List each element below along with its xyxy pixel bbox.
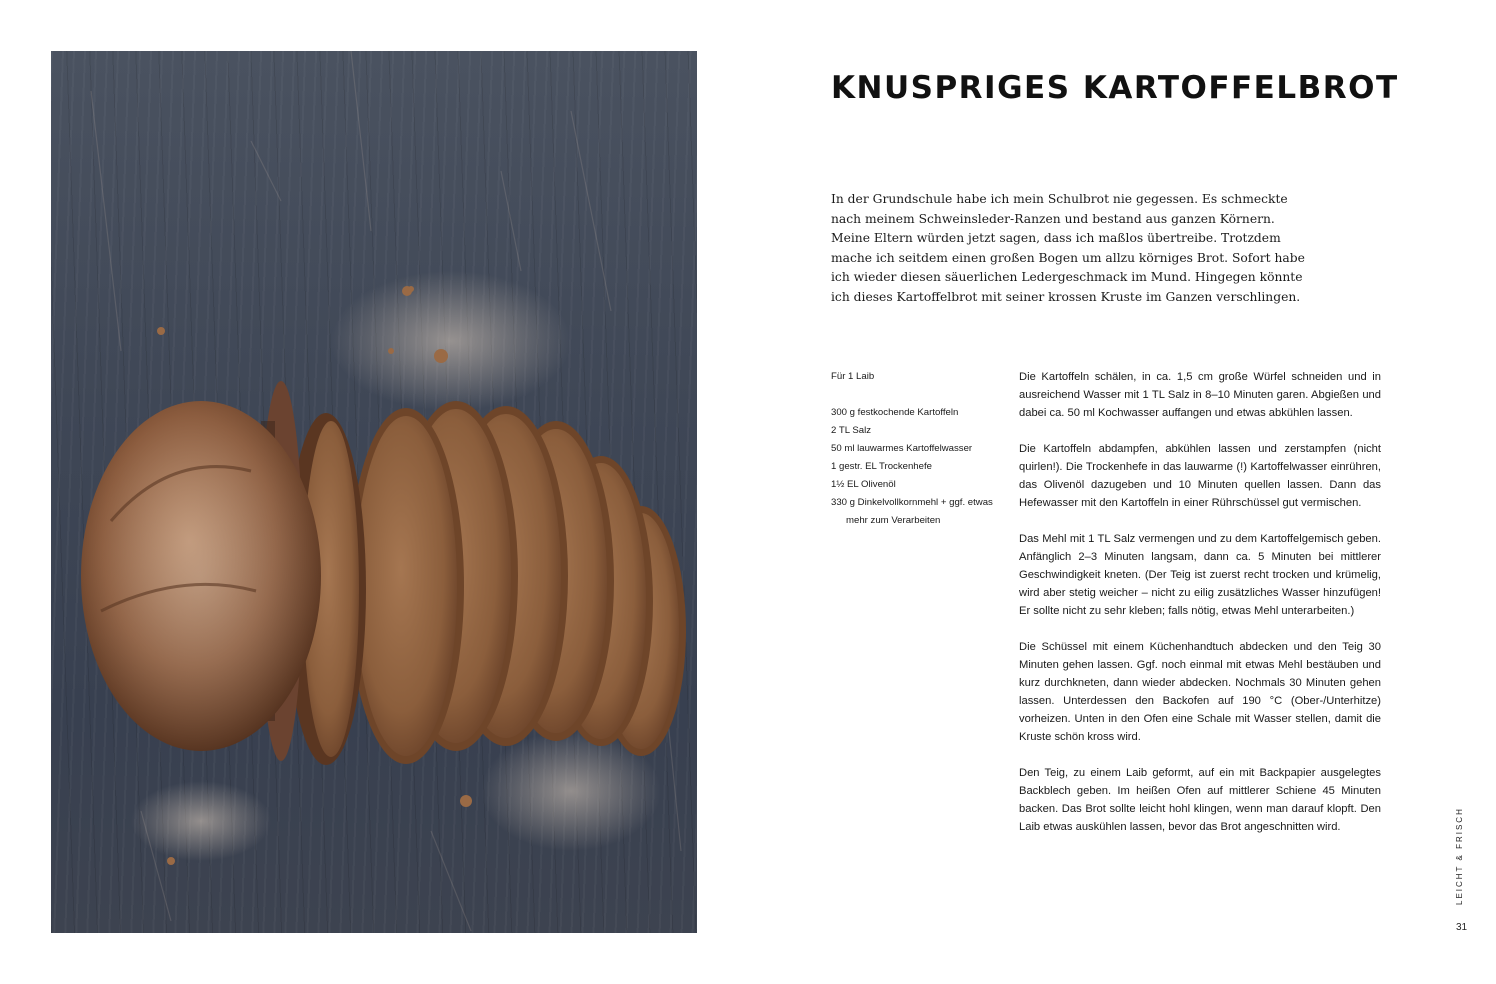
step-paragraph: Die Schüssel mit einem Küchenhandtuch abdecken und den Teig 30 Minuten gehen lassen. Ggf. noch einmal mit etwas Mehl bestäuben und kurz durchkneten, dann wieder abdecken. Nochmals 30 Minuten gehen lassen. Unterdessen den Backofen auf 190 °C (Ober-/Unterhitze) vorheizen. Unten in den Ofen eine Schale mit Wasser stellen, damit die Kruste schön kross wird. bbox=[1019, 641, 1381, 743]
ingredient-item: 1½ EL Olivenöl bbox=[831, 479, 896, 490]
step-paragraph: Das Mehl mit 1 TL Salz vermengen und zu dem Kartoffelgemisch geben. Anfänglich 2–3 Minuten langsam, dann ca. 5 Minuten bei mittlerer Geschwindigkeit kneten. (Der Teig ist zuerst recht trocken und krümelig, wird aber stetig weicher – nicht zu eilig zusätzliches Wasser hinzufügen! Er sollte nicht zu sehr kleben; falls nötig, etwas Mehl unterarbeiten.) bbox=[1019, 533, 1381, 617]
yield-label: Für 1 Laib bbox=[831, 371, 875, 382]
preparation-steps bbox=[1019, 368, 1381, 854]
recipe-title: KNUSPRIGES KARTOFFELBROT bbox=[831, 70, 1399, 106]
ingredients-list bbox=[831, 368, 1001, 530]
step-paragraph: Die Kartoffeln abdampfen, abkühlen lassen und zerstampfen (nicht quirlen!). Die Trockenhefe in das lauwarme (!) Kartoffelwasser einrühren, das Olivenöl dazugeben und 10 Minuten quellen lassen. Dann das Hefewasser mit den Kartoffeln in einer Rührschüssel gut vermischen. bbox=[1019, 443, 1381, 509]
ingredient-item: 300 g festkochende Kartoffeln bbox=[831, 407, 959, 418]
ingredient-item: 50 ml lauwarmes Kartoffelwasser bbox=[831, 443, 973, 454]
ingredient-item: 330 g Dinkelvollkornmehl + ggf. etwas mehr zum Verarbeiten bbox=[831, 497, 993, 526]
chapter-label: LEICHT & FRISCH bbox=[1455, 807, 1464, 905]
ingredient-item: 1 gestr. EL Trockenhefe bbox=[831, 461, 932, 472]
page-number: 31 bbox=[1456, 922, 1468, 933]
intro-text: In der Grundschule habe ich mein Schulbrot nie gegessen. Es schmeckte nach meinem Schweinsleder-Ranzen und bestand aus ganzen Körnern. Meine Eltern würden jetzt sagen, dass ich maßlos übertreibe. Trotzdem mache ich seitdem einen großen Bogen um allzu körniges Brot. Sofort habe ich wieder diesen säuerlichen Ledergeschmack im Mund. Hingegen könnte ich dieses Kartoffelbrot mit seiner krossen Kruste im Ganzen verschlingen. bbox=[831, 192, 1305, 304]
bread-photo bbox=[51, 51, 697, 933]
step-paragraph: Die Kartoffeln schälen, in ca. 1,5 cm große Würfel schneiden und in ausreichend Wasser mit 1 TL Salz in 8–10 Minuten garen. Abgießen und dabei ca. 50 ml Kochwasser auffangen und etwas abkühlen lassen. bbox=[1019, 371, 1381, 419]
ingredient-item: 2 TL Salz bbox=[831, 425, 871, 436]
bread-illustration bbox=[51, 51, 697, 933]
step-paragraph: Den Teig, zu einem Laib geformt, auf ein mit Backpapier ausgelegtes Backblech geben. Im heißen Ofen auf mittlerer Schiene 45 Minuten backen. Das Brot sollte leicht hohl klingen, wenn man darauf klopft. Den Laib etwas auskühlen lassen, bevor das Brot angeschnitten wird. bbox=[1019, 767, 1381, 833]
